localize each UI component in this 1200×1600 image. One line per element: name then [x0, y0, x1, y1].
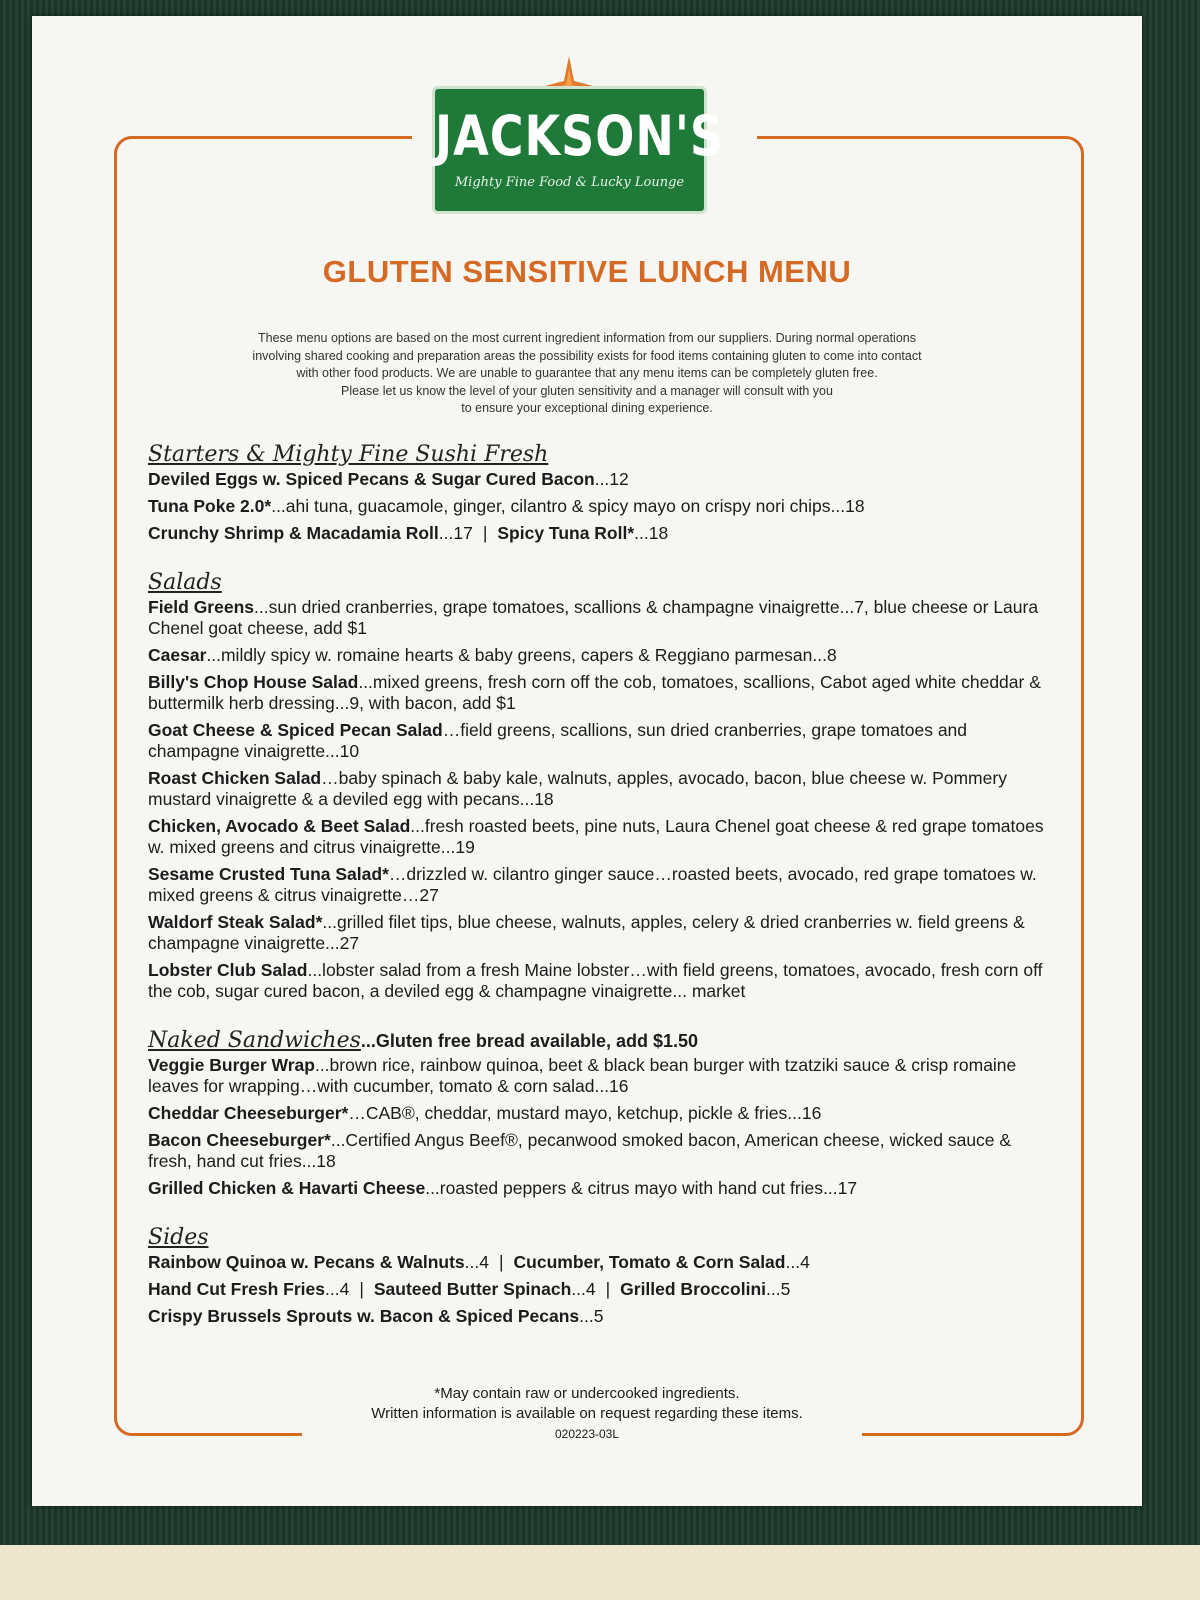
menu-item: Lobster Club Salad...lobster salad from a fresh Maine lobster…with field greens, tomatoes, avocado, fresh corn off the cob, sugar cured bacon, a deviled egg & champagne vinaigrette... market: [148, 960, 1043, 1001]
starters-section: [148, 442, 1048, 544]
menu-item: Caesar...mildly spicy w. romaine hearts & baby greens, capers & Reggiano parmesan...8: [148, 645, 837, 665]
section-heading: Sides: [148, 1225, 209, 1250]
section-heading: Naked Sandwiches: [148, 1028, 361, 1053]
menu-item: Veggie Burger Wrap...brown rice, rainbow quinoa, beet & black bean burger with tzatziki sauce & crisp romaine leaves for wrapping…with cucumber, tomato & corn salad...16: [148, 1055, 1017, 1096]
menu-title: GLUTEN SENSITIVE LUNCH MENU: [322, 254, 852, 289]
menu-item: Sesame Crusted Tuna Salad*…drizzled w. cilantro ginger sauce…roasted beets, avocado, red grape tomatoes w. mixed greens & citrus vinaigrette…27: [148, 864, 1037, 905]
section-note: ...Gluten free bread available, add $1.50: [360, 1031, 699, 1051]
menu-item: Hand Cut Fresh Fries...4 | Sauteed Butter Spinach...4 | Grilled Broccolini...5: [148, 1279, 791, 1299]
menu-item: Field Greens...sun dried cranberries, grape tomatoes, scallions & champagne vinaigrette...7, blue cheese or Laura Chenel goat cheese, add $1: [148, 597, 1039, 638]
sides-section: [148, 1225, 1048, 1327]
sandwiches-section: [148, 1028, 1048, 1199]
menu-page: [32, 16, 1142, 1506]
menu-item: Waldorf Steak Salad*...grilled filet tips, blue cheese, walnuts, apples, celery & dried cranberries w. field greens & champagne vinaigrette...27: [148, 912, 1025, 953]
salads-section: [148, 570, 1048, 1002]
menu-footer: [32, 1384, 1142, 1444]
gluten-disclaimer: These menu options are based on the most current ingredient information from our suppliers. During normal operations involving shared cooking and preparation areas the possibility exists for food items containing gluten to come into contact with other food products. We are unable to guarantee that any menu items can be completely gluten free. Please let us know the level of your gluten sensitivity and a manager will consult with you to ensure your exceptional dining experience.: [252, 331, 922, 415]
footer-raw-warning: *May contain raw or undercooked ingredients.: [434, 1385, 740, 1402]
menu-item: Roast Chicken Salad…baby spinach & baby kale, walnuts, apples, avocado, bacon, blue cheese w. Pommery mustard vinaigrette & a deviled egg with pecans...18: [148, 768, 1007, 809]
menu-item: Rainbow Quinoa w. Pecans & Walnuts...4 | Cucumber, Tomato & Corn Salad...4: [148, 1252, 810, 1272]
menu-item: Tuna Poke 2.0*...ahi tuna, guacamole, ginger, cilantro & spicy mayo on crispy nori chips...18: [148, 496, 865, 516]
jacksons-logo: [432, 86, 725, 214]
menu-item: Crunchy Shrimp & Macadamia Roll...17 | Spicy Tuna Roll*...18: [148, 523, 669, 543]
menu-item: Crispy Brussels Sprouts w. Bacon & Spiced Pecans...5: [148, 1306, 604, 1326]
menu-item: Chicken, Avocado & Beet Salad...fresh roasted beets, pine nuts, Laura Chenel goat cheese & red grape tomatoes w. mixed greens and citrus vinaigrette...19: [148, 816, 1044, 857]
menu-item: Deviled Eggs w. Spiced Pecans & Sugar Cured Bacon...12: [148, 469, 629, 489]
menu-item: Cheddar Cheeseburger*…CAB®, cheddar, mustard mayo, ketchup, pickle & fries...16: [148, 1103, 822, 1123]
logo-name: JACKSON'S: [435, 103, 725, 169]
menu-code: 020223-03L: [554, 1427, 620, 1441]
section-heading: Salads: [148, 570, 222, 595]
menu-item: Billy's Chop House Salad...mixed greens, fresh corn off the cob, tomatoes, scallions, Cabot aged white cheddar & buttermilk herb dressing...9, with bacon, add $1: [148, 672, 1041, 713]
menu-content: [148, 442, 1048, 1353]
table-surface: [0, 1545, 1200, 1600]
menu-item: Grilled Chicken & Havarti Cheese...roasted peppers & citrus mayo with hand cut fries...17: [148, 1178, 858, 1198]
logo-tagline: Mighty Fine Food & Lucky Lounge: [454, 175, 685, 190]
menu-item: Bacon Cheeseburger*...Certified Angus Beef®, pecanwood smoked bacon, American cheese, wicked sauce & fresh, hand cut fries...18: [148, 1130, 1012, 1171]
footer-info-note: Written information is available on request regarding these items.: [371, 1405, 803, 1422]
section-heading: Starters & Mighty Fine Sushi Fresh: [148, 442, 549, 467]
menu-item: Goat Cheese & Spiced Pecan Salad…field greens, scallions, sun dried cranberries, grape tomatoes and champagne vinaigrette...10: [148, 720, 968, 761]
